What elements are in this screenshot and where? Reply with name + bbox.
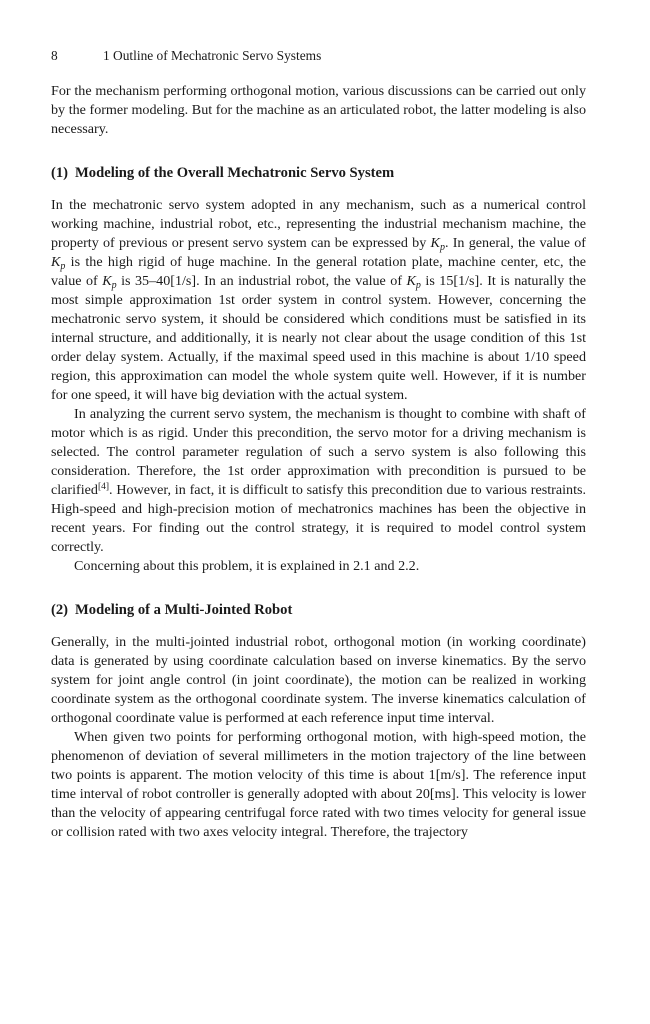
paragraph: Concerning about this problem, it is explained in 2.1 and 2.2.	[74, 558, 420, 574]
paragraph: In analyzing the current servo system, the mechanism is thought to combine with shaft of motor which is as rigid. Under this precondition, the servo motor for a driving mechanism is selected. The control parameter regulation of such a servo system is also following this consideration. Therefore, the 1st order approximation with precondition is pursued to be clarified[4]. However, in fact, it is difficult to satisfy this precondition due to various restraints. High-speed and high-precision motion of mechatronics machines has been the objective in recent years. For finding out the control strategy, it is required to model control system correctly.	[51, 406, 586, 555]
section-number: (1)	[51, 165, 69, 181]
kp-symbol: $K_p$	[406, 273, 421, 291]
intro-paragraph: For the mechanism performing orthogonal motion, various discussions can be carried out only by the former modeling. But for the machine as an articulated robot, the latter modeling is also necessary.	[51, 83, 586, 137]
kp-symbol: $K_p$	[51, 254, 66, 272]
kp-symbol: $K_p$	[102, 273, 117, 291]
kp-symbol: $K_p$	[430, 235, 445, 253]
section-title: Modeling of a Multi-Jointed Robot	[75, 602, 293, 618]
page-number: 8	[51, 48, 58, 63]
section-heading-2	[51, 601, 586, 620]
section-number: (2)	[51, 602, 69, 618]
chapter-title: 1 Outline of Mechatronic Servo Systems	[103, 48, 322, 63]
paragraph: Generally, in the multi-jointed industrial robot, orthogonal motion (in working coordinate) data is generated by using coordinate calculation based on inverse kinematics. By the servo system for joint angle control (in joint coordinate), the motion can be realized in working coordinate system as the orthogonal coordinate system. The inverse kinematics calculation of orthogonal coordinate value is performed at each reference input time interval.	[51, 634, 586, 726]
citation-reference: [4]	[97, 482, 110, 492]
paragraph: When given two points for performing orthogonal motion, with high-speed motion, the phenomenon of deviation of several millimeters in the motion trajectory of the line between two points is apparent. The motion velocity of this time is about 1[m/s]. The reference input time interval of robot controller is generally adopted with about 20[ms]. This velocity is lower than the velocity of appearing centrifugal force rated with two times velocity for general issue or collision rated with two axes velocity integral. Therefore, the trajectory	[51, 729, 586, 840]
section-title: Modeling of the Overall Mechatronic Servo System	[75, 165, 395, 181]
running-head	[51, 47, 586, 65]
paragraph: In the mechatronic servo system adopted in any mechanism, such as a numerical control working machine, industrial robot, etc., representing the industrial mechanism machine, the property of previous or present servo system can be expressed by $K_p$. In general, the value of $K_p$ is the high rigid of huge machine. In the general rotation plate, machine center, etc, the value of $K_p$ is 35–40[1/s]. In an industrial robot, the value of $K_p$ is 15[1/s]. It is naturally the most simple approximation 1st order system in control system. However, concerning the mechatronic servo system, it should be considered which conditions must be satisfied in its internal structure, and additionally, it is nearly not clear about the usage condition of this 1st order delay system. Actually, if the maximal speed used in this machine is about 1/10 speed region, this approximation can model the whole system quite well. However, if it is number for one speed, it will have big deviation with the actual system.	[51, 197, 586, 403]
page-content	[51, 82, 586, 842]
section-heading-1	[51, 164, 586, 183]
